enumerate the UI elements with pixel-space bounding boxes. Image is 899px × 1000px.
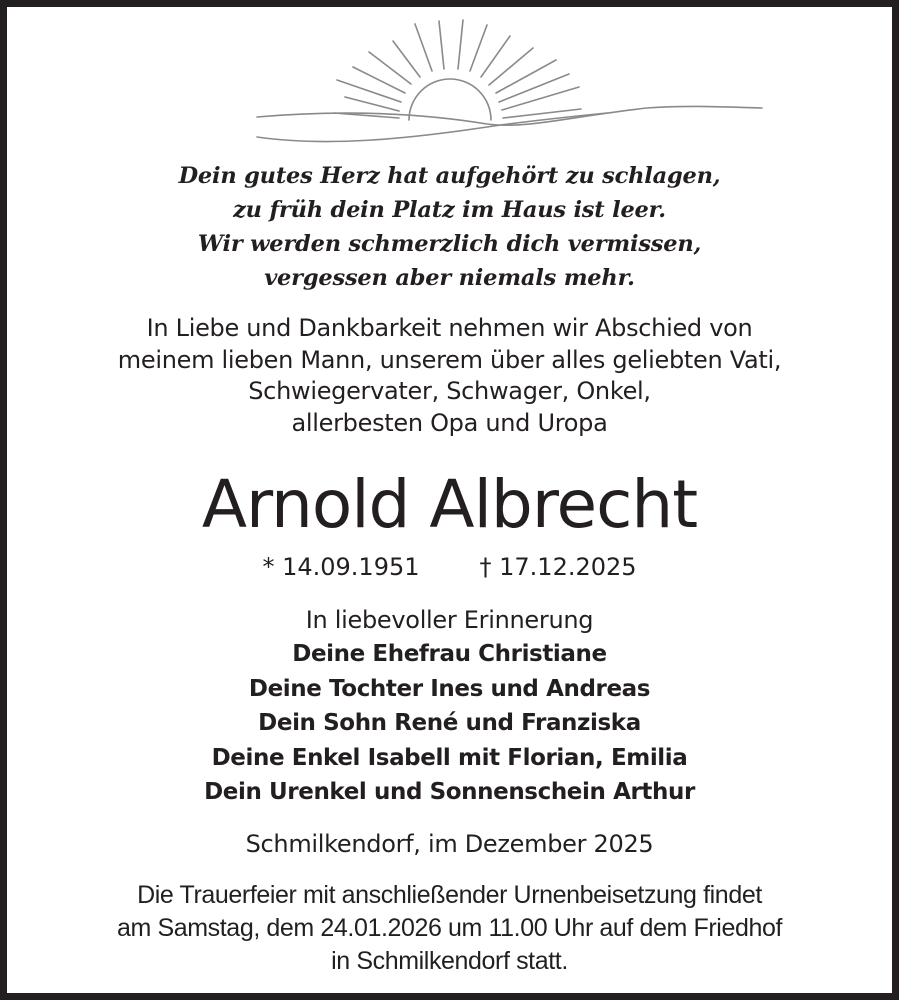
intro-line: Schwiegervater, Schwager, Onkel, [248,377,651,405]
intro-line: In Liebe und Dankbarkeit nehmen wir Abschied von [146,314,753,342]
obituary-notice [7,7,892,993]
deceased-name: Arnold Albrecht [201,466,698,543]
service-line: in Schmilkendorf statt. [331,947,568,975]
verse-line: zu früh dein Platz im Haus ist leer. [233,197,666,223]
mourners-list [7,637,892,810]
intro-line: meinem lieben Mann, unserem über alles geliebten Vati, [117,345,782,374]
memorial-verse [7,159,892,295]
funeral-service-info [7,879,892,978]
intro-line: allerbesten Opa und Uropa [291,408,608,437]
farewell-intro [7,313,892,439]
mourner-entry: Dein Urenkel und Sonnenschein Arthur [204,779,695,805]
remembrance-heading: In liebevoller Erinnerung [305,606,594,634]
life-dates [7,551,892,583]
mourner-entry: Deine Enkel Isabell mit Florian, Emilia [211,744,688,771]
birth-date: * 14.09.1951 [262,553,420,581]
sunrise-icon [7,7,892,147]
verse-line: Wir werden schmerzlich dich vermissen, [197,231,702,257]
mourner-entry: Deine Tochter Ines und Andreas [248,675,651,702]
mourner-entry: Deine Ehefrau Christiane [292,641,607,667]
death-date: † 17.12.2025 [479,553,637,581]
service-line: am Samstag, dem 24.01.2026 um 11.00 Uhr auf dem Friedhof [116,914,782,942]
place-and-date: Schmilkendorf, im Dezember 2025 [245,830,654,858]
service-line: Die Trauerfeier mit anschließender Urnenbeisetzung findet [137,881,762,909]
mourner-entry: Dein Sohn René und Franziska [258,710,641,736]
verse-line: vergessen aber niemals mehr. [264,265,635,291]
verse-line: Dein gutes Herz hat aufgehört zu schlagen, [178,163,721,189]
